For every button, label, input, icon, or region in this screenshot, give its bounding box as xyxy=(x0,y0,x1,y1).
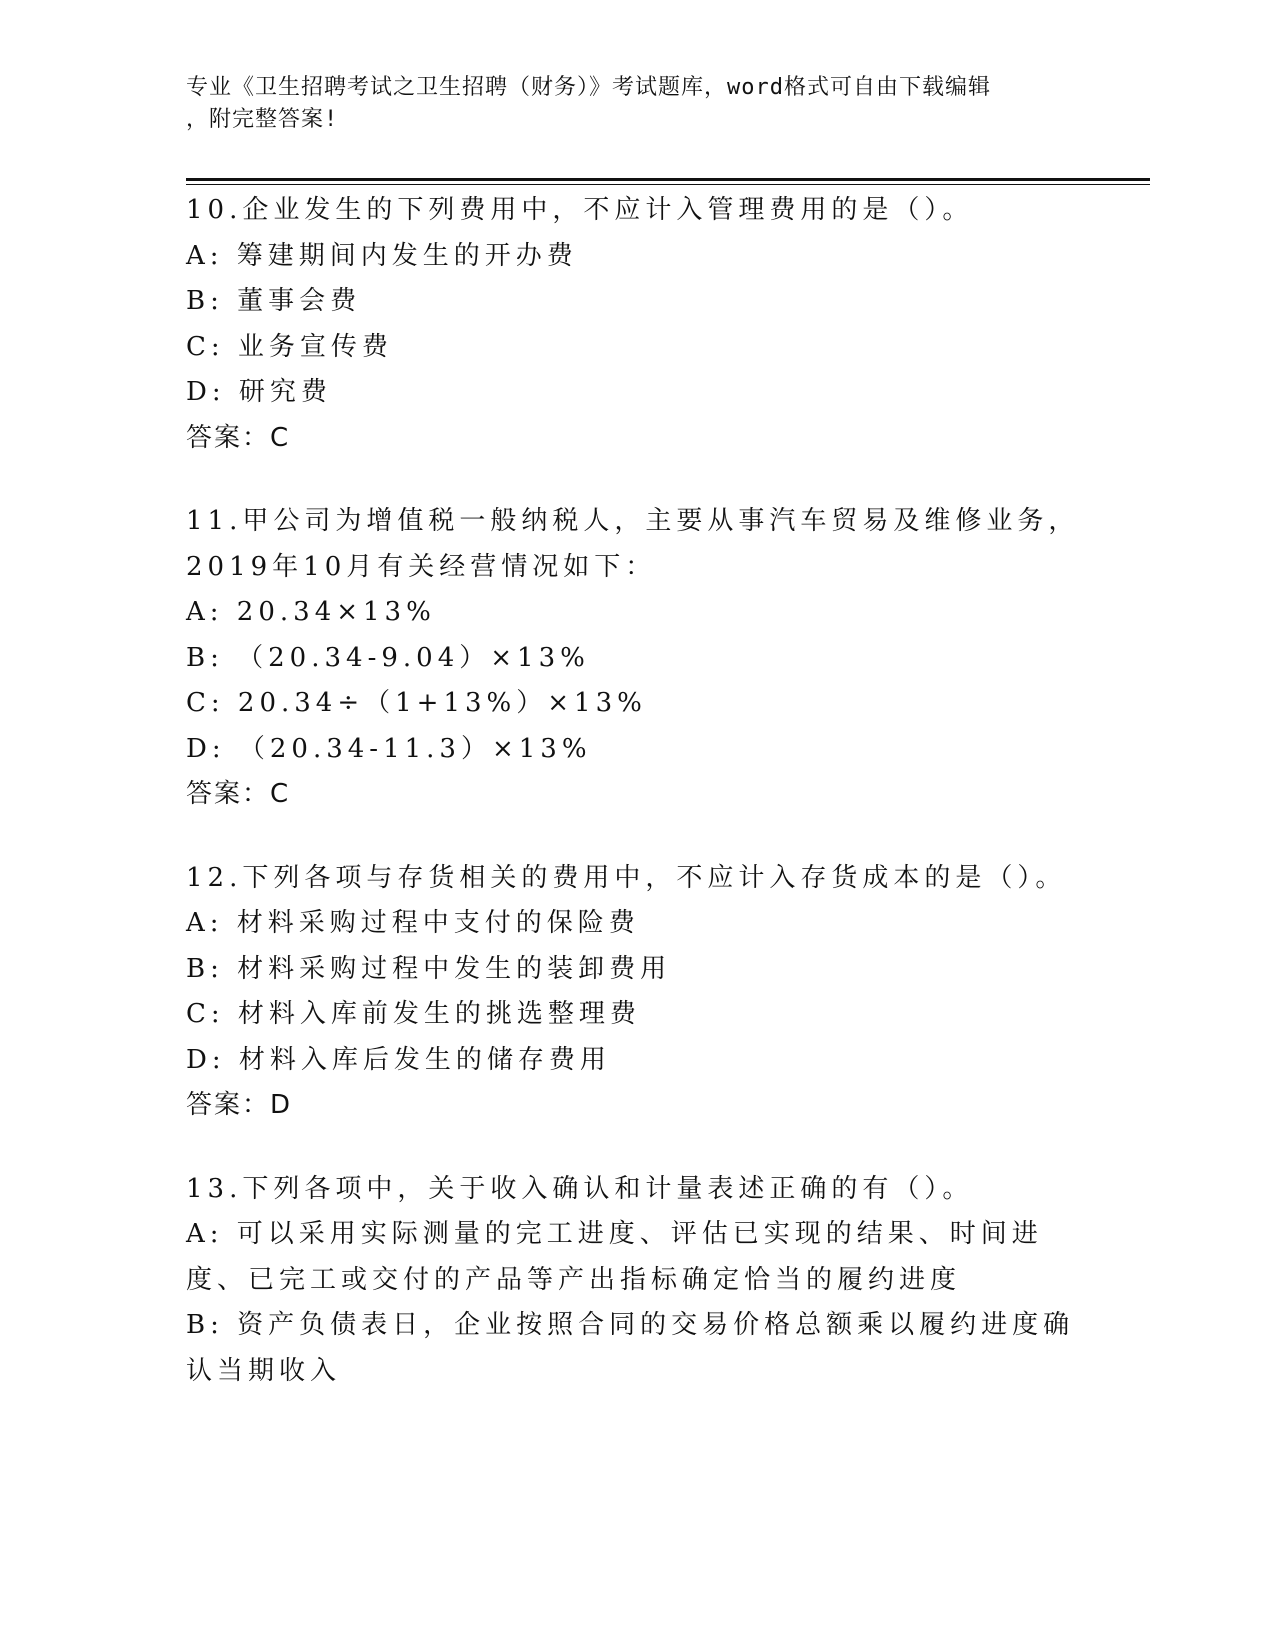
option-c: C: 20.34÷（1+13%）×13% xyxy=(186,688,647,718)
option-b: B: 材料采购过程中发生的装卸费用 xyxy=(186,953,672,984)
option-c: C: 业务宣传费 xyxy=(186,331,393,362)
option-d: D: 研究费 xyxy=(186,377,332,407)
option-d: D: （20.34-11.3）×13% xyxy=(186,733,592,764)
question-list xyxy=(186,188,1086,1432)
option-b: B: 董事会费 xyxy=(186,286,362,316)
option-a: A: 筹建期间内发生的开办费 xyxy=(186,240,578,271)
answer: 答案：C xyxy=(186,422,291,453)
question-stem: 10.企业发生的下列费用中，不应计入管理费用的是（）。 xyxy=(186,195,974,225)
question-stem: 13.下列各项中，关于收入确认和计量表述正确的有（）。 xyxy=(186,1173,974,1204)
answer: 答案：C xyxy=(186,779,291,809)
header-note-line-2: ，附完整答案! xyxy=(186,107,339,132)
header-divider-thick xyxy=(186,178,1150,181)
option-c: C: 材料入库前发生的挑选整理费 xyxy=(186,999,641,1029)
header-note xyxy=(186,72,1066,136)
option-a: A: 20.34×13% xyxy=(186,597,436,627)
header-divider-thin xyxy=(186,184,1150,185)
option-b: B: （20.34-9.04）×13% xyxy=(186,642,590,673)
option-d: D: 材料入库后发生的储存费用 xyxy=(186,1044,611,1075)
question-stem: 12.下列各项与存货相关的费用中，不应计入存货成本的是（）。 xyxy=(186,862,1067,893)
header-note-line-1: 专业《卫生招聘考试之卫生招聘（财务）》考试题库，word格式可自由下载编辑 xyxy=(186,75,991,100)
question-13 xyxy=(186,1167,1086,1395)
option-b: B: 资产负债表日，企业按照合同的交易价格总额乘以履约进度确认当期收入 xyxy=(186,1310,1075,1386)
option-a: A: 材料采购过程中支付的保险费 xyxy=(186,908,640,938)
option-a: A: 可以采用实际测量的完工进度、评估已实现的结果、时间进度、已完工或交付的产品等产出指标确定恰当的履约进度 xyxy=(186,1219,1043,1295)
question-stem: 11.甲公司为增值税一般纳税人，主要从事汽车贸易及维修业务，2019年10月有关经营情况如下： xyxy=(186,506,1080,582)
answer: 答案：D xyxy=(186,1090,293,1120)
question-10 xyxy=(186,188,1086,461)
question-12 xyxy=(186,856,1086,1129)
question-11 xyxy=(186,499,1086,818)
